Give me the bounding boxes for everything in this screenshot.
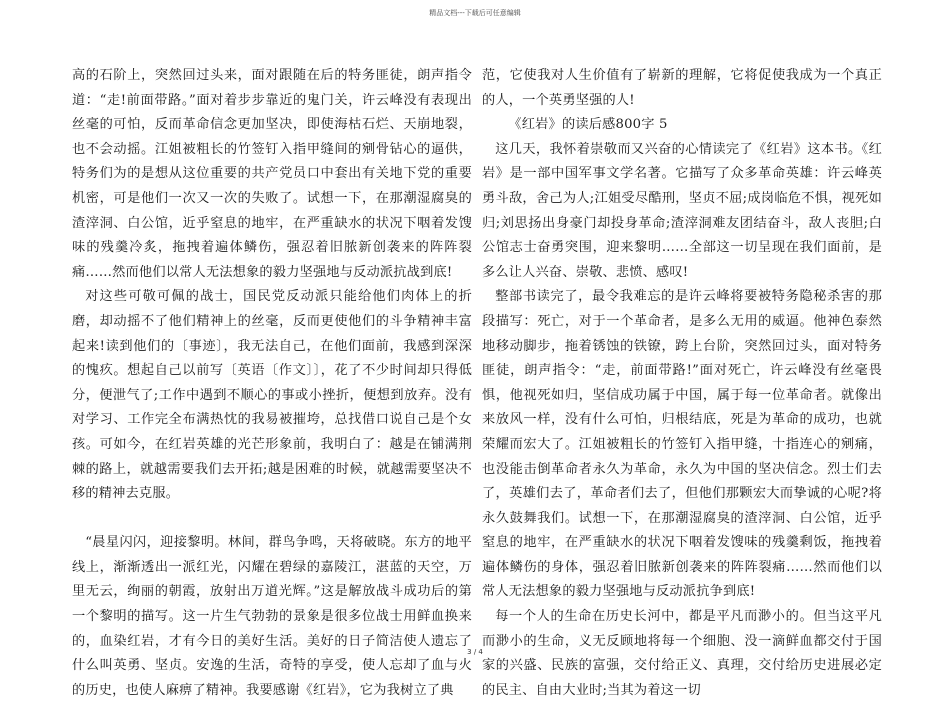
paragraph: 范，它使我对人生价值有了崭新的理解，它将促使我成为一个真正的人，一个英勇坚强的人! xyxy=(482,68,882,108)
paragraph: 每一个人的生命在历史长河中，都是平凡而渺小的。但当这平凡而渺小的生命，义无反顾地将每一个细胞、没一滴鲜血都交付于国家的兴盛、民族的富强，交付给正义、真理，交付给历史进展必定的民主、自由大业时;当其为着这一切 xyxy=(482,609,882,698)
paragraph: 高的石阶上，突然回过头来，面对跟随在后的特务匪徒，朗声指令道：“走!前面带路。”面对着步步靠近的鬼门关，许云峰没有表现出丝毫的可怕，反而革命信念更加坚决，即使海枯石烂、天崩地裂，也不会动摇。江姐被粗长的竹签钉入指甲缝间的剜骨钻心的逼供，特务们为的是想从这位重要的共产党员口中套出有关地下党的重要机密，可是他们一次又一次的失败了。试想一下，在那潮湿腐臭的渣滓洞、白公馆，近乎窒息的地牢，在严重缺水的状况下咽着发馊味的残羹冷炙，拖拽着遍体鳞伤，强忍着旧脓新创袭来的阵阵裂痛……然而他们以常人无法想象的毅力坚强地与反动派抗战到底! xyxy=(72,68,472,280)
page-number: 3 / 4 xyxy=(467,648,483,656)
paragraph: 整部书读完了，最令我难忘的是许云峰将要被特务隐秘杀害的那段描写：死亡，对于一个革命者，是多么无用的威逼。他神色泰然地移动脚步，拖着锈蚀的铁镣，跨上台阶，突然回过头，面对特务匪徒，朗声指令：“走，前面带路!”面对死亡，许云峰没有丝毫畏惧，他视死如归，坚信成功属于中国，属于每一位革命者。就像出来放风一样，没有什么可怕，归根结底，死是为革命的成功，也就荣耀而宏大了。江姐被粗长的竹签钉入指甲缝，十指连心的剜痛，也没能击倒革命者永久为革命，永久为中国的坚决信念。烈士们去了，英雄们去了，革命者们去了，但他们那颗宏大而挚诚的心呢?将永久鼓舞我们。试想一下，在那潮湿腐臭的渣滓洞、白公馆，近乎窒息的地牢，在严重缺水的状况下咽着发馊味的残羹剩饭，拖拽着遍体鳞伤的身体，强忍着旧脓新创袭来的阵阵裂痛……然而他们以常人无法想象的毅力坚强地与反动派抗争到底! xyxy=(482,289,882,600)
section-heading: 《红岩》的读后感800字 5 xyxy=(508,117,668,133)
paragraph: 这几天，我怀着崇敬而又兴奋的心情读完了《红岩》这本书。《红岩》是一部中国军事文学名著。它描写了众多革命英雄：许云峰英勇斗敌，舍己为人;江姐受尽酷刑，坚贞不屈;成岗临危不惧，视死如归;刘思扬出身豪门却投身革命;渣滓洞难友团结奋斗，敌人丧胆;白公馆志士奋勇突围，迎来黎明……全部这一切呈现在我们面前，是多么让人兴奋、崇敬、悲愤、感叹! xyxy=(482,141,882,280)
paragraph: 对这些可敬可佩的战士，国民党反动派只能给他们肉体上的折磨，却动摇不了他们精神上的丝毫，反而更使他们的斗争精神丰富起来!读到他们的〔事迹〕，我无法自己，在他们面前，我感到深深的愧疚。想起自己以前写〔英语〔作文〕〕，花了不少时间却只得低分，便泄气了;工作中遇到不顺心的事或小挫折，便想到放弃。没有对学习、工作完全布满热忱的我易被摧垮，总找借口说自己是个女孩。可如今，在红岩英雄的光芒形象前，我明白了：越是在铺满荆棘的路上，就越需要我们去开拓;越是困难的时候，就越需要坚决不移的精神去克服。 xyxy=(72,289,472,502)
right-column xyxy=(482,64,882,703)
page-header: 精品文档---下载后可任意编辑 xyxy=(429,9,521,17)
paragraph: “晨星闪闪，迎接黎明。林间，群鸟争鸣，天将破晓。东方的地平线上，渐渐透出一派红光，闪耀在碧绿的嘉陵江，湛蓝的天空，万里无云，绚丽的朝霞，放射出万道光辉。”这是解放战斗成功后的第一个黎明的描写。这一片生气勃勃的景象是很多位战士用鲜血换来的，血染红岩，才有今日的美好生活。美好的日子简洁使人遗忘了什么叫英勇、坚贞。安逸的生活，奇特的享受，使人忘却了血与火的历史，也使人麻痹了精神。我要感谢《红岩》，它为我树立了典 xyxy=(72,535,472,698)
left-column xyxy=(72,64,472,703)
